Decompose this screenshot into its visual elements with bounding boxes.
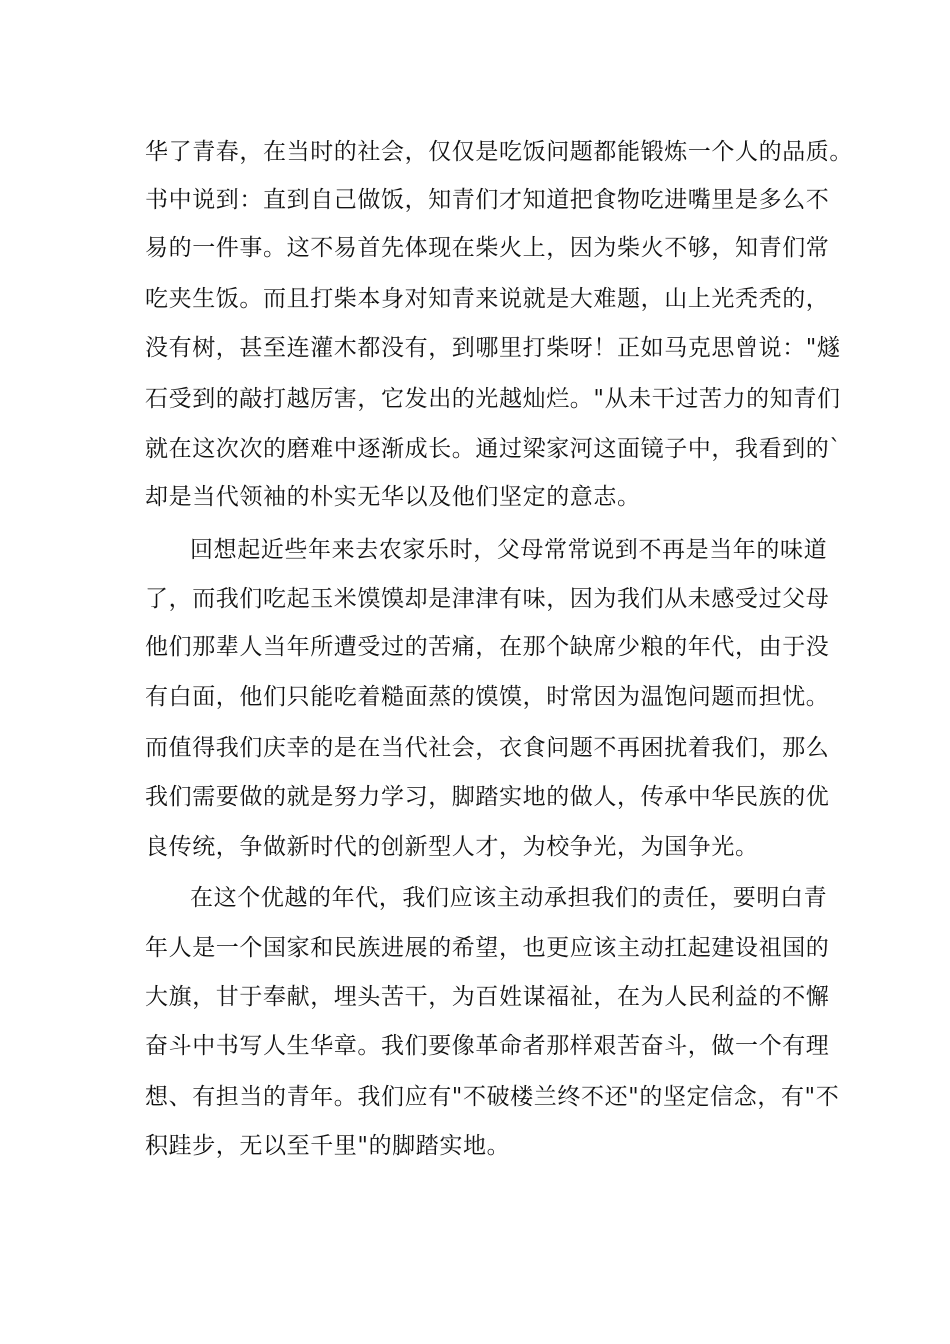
paragraph-3-line-4: 奋斗中书写人生华章。我们要像革命者那样艰苦奋斗，做一个有理 [145, 1033, 830, 1059]
paragraph-3-line-5: 想、有担当的青年。我们应有"不破楼兰终不还"的坚定信念，有"不 [145, 1084, 840, 1110]
paragraph-1-line-7: 就在这次次的磨难中逐渐成长。通过梁家河这面镜子中，我看到的` [145, 436, 842, 462]
paragraph-3-line-3: 大旗，甘于奉献，埋头苦干，为百姓谋福祉，在为人民利益的不懈 [145, 984, 830, 1010]
paragraph-1-line-1: 华了青春，在当时的社会，仅仅是吃饭问题都能锻炼一个人的品质。 [145, 139, 853, 165]
paragraph-3-line-2: 年人是一个国家和民族进展的希望，也更应该主动扛起建设祖国的 [145, 935, 830, 961]
paragraph-2-line-6: 我们需要做的就是努力学习，脚踏实地的做人，传承中华民族的优 [145, 784, 830, 810]
paragraph-2-line-4: 有白面，他们只能吃着糙面蒸的馍馍，时常因为温饱问题而担忧。 [145, 684, 830, 710]
paragraph-1-line-6: 石受到的敲打越厉害，它发出的光越灿烂。"从未干过苦力的知青们 [145, 386, 841, 412]
paragraph-1-line-8: 却是当代领袖的朴实无华以及他们坚定的意志。 [145, 484, 641, 510]
paragraph-2-line-1: 回想起近些年来去农家乐时，父母常常说到不再是当年的味道 [190, 537, 828, 563]
paragraph-1-line-5: 没有树，甚至连灌木都没有，到哪里打柴呀！正如马克思曾说："燧 [145, 335, 841, 361]
paragraph-2-line-5: 而值得我们庆幸的是在当代社会，衣食问题不再困扰着我们，那么 [145, 735, 830, 761]
paragraph-1-line-2: 书中说到：直到自己做饭，知青们才知道把食物吃进嘴里是多么不 [145, 187, 830, 213]
paragraph-1-line-4: 吃夹生饭。而且打柴本身对知青来说就是大难题，山上光秃秃的， [145, 286, 830, 312]
paragraph-2-line-2: 了，而我们吃起玉米馍馍却是津津有味，因为我们从未感受过父母 [145, 586, 830, 612]
paragraph-2-line-7: 良传统，争做新时代的创新型人才，为校争光，为国争光。 [145, 834, 759, 860]
paragraph-2-line-3: 他们那辈人当年所遭受过的苦痛，在那个缺席少粮的年代，由于没 [145, 634, 830, 660]
paragraph-1-line-3: 易的一件事。这不易首先体现在柴火上，因为柴火不够，知青们常 [145, 235, 830, 261]
paragraph-3-line-1: 在这个优越的年代，我们应该主动承担我们的责任，要明白青 [190, 885, 828, 911]
paragraph-3-line-6: 积跬步，无以至千里"的脚踏实地。 [145, 1133, 511, 1159]
